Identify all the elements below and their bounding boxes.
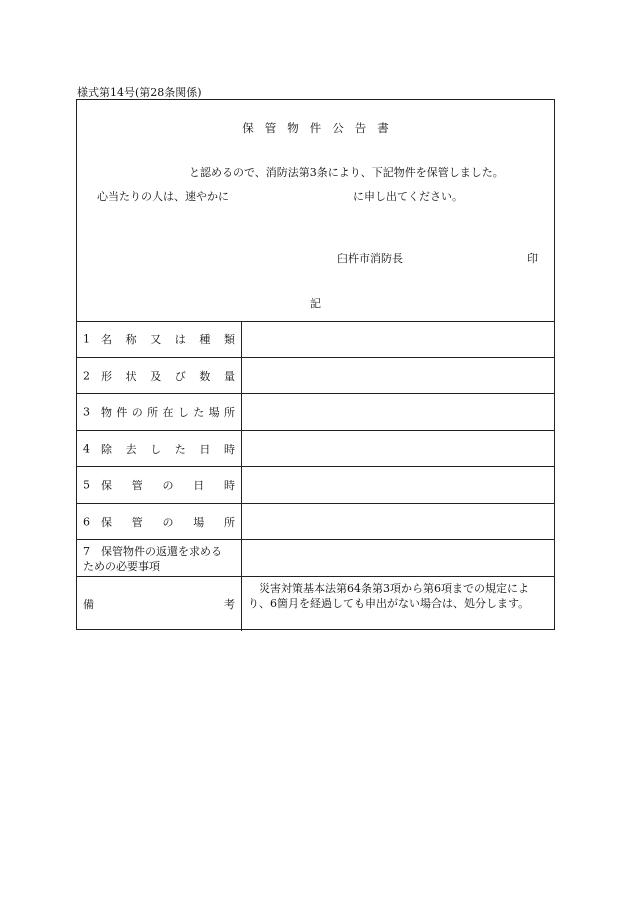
ki-heading: 記 [310,297,321,310]
label-char: び [174,369,186,383]
row7-label-line-2: ための必要事項 [83,560,160,573]
label-char: 去 [125,442,137,456]
row-label-text [101,404,235,420]
label-char: 除 [101,442,112,456]
table-row [77,577,554,631]
label-char: の [131,406,143,419]
form-title: 保管物件公告書 [242,121,400,135]
row-label-text [101,331,235,347]
label-char: 日 [193,479,205,492]
label-char: た [174,442,186,456]
row-number: 4 [83,442,90,455]
remarks-cell [242,577,554,631]
shape-and-quantity-field[interactable] [242,358,554,393]
name-or-type-field[interactable] [242,321,554,357]
label-char: 管 [131,479,143,492]
row-number: 6 [83,515,90,528]
removal-datetime-field[interactable] [242,431,554,466]
table-row [77,321,554,358]
notice-line-2-prefix: 心当たりの人は、速やかに [97,190,229,203]
label-char: 件 [116,406,128,419]
label-char: 状 [125,369,137,383]
storage-place-field[interactable] [242,504,554,539]
remarks-line-1: 災害対策基本法第64条第3項から第6項までの規定によ [248,582,529,595]
label-char: 時 [224,479,235,492]
label-char: 在 [162,406,174,419]
label-char: 場 [193,515,205,529]
seal-mark: 印 [527,252,538,265]
table-row [77,540,554,577]
label-char: は [174,333,186,346]
remarks-label-left: 備 [83,598,94,611]
row-label-text [101,514,235,530]
remarks-text [248,581,550,611]
label-char: 名 [101,333,112,346]
return-requirements-field[interactable] [242,540,554,576]
label-char: し [177,406,189,419]
remarks-line-2: り、6箇月を経過しても申出がない場合は、処分します。 [248,597,530,610]
row-label [77,394,242,430]
row-label [77,504,242,539]
label-char: 又 [150,333,162,346]
label-char: た [193,406,205,419]
table-row [77,467,554,504]
row-label-text [101,441,235,457]
storage-datetime-field[interactable] [242,467,554,503]
label-char: の [162,515,174,529]
label-char: 称 [125,333,137,346]
label-char: 所 [224,515,235,529]
row-label [77,431,242,466]
label-char: 場 [208,406,220,419]
notice-header [77,100,554,322]
row-label [77,577,242,631]
row-label-text [101,368,235,384]
table-row [77,431,554,467]
fire-chief-name: 臼杵市消防長 [337,252,403,265]
label-char: 量 [223,369,235,383]
row-label-text [83,544,237,574]
row-number: 1 [83,332,90,346]
label-char: 物 [101,406,112,419]
label-char: 種 [199,333,211,346]
item-table [77,321,554,631]
label-char: 保 [101,515,112,529]
row-label [77,467,242,503]
notice-line-2-suffix: に申し出てください。 [353,190,463,203]
label-char: 時 [223,442,235,456]
row-label [77,540,242,576]
form-number: 様式第14号(第28条関係) [77,86,202,99]
row-number: 2 [83,369,90,382]
label-char: 所 [147,406,159,419]
location-field[interactable] [242,394,554,430]
label-char: 及 [150,369,162,383]
notice-line-1: と認めるので、消防法第3条により、下記物件を保管しました。 [189,166,504,179]
label-char: 所 [224,406,235,419]
row-number: 5 [83,478,90,492]
label-char: 形 [101,369,112,383]
row-label [77,358,242,393]
label-char: 数 [199,369,211,383]
label-char: 管 [131,515,143,529]
label-char: 保 [101,479,112,492]
label-char: 類 [223,333,235,346]
label-char: の [162,479,174,492]
label-char: 日 [199,442,211,456]
notice-form [76,99,555,630]
remarks-label-right: 考 [224,598,235,611]
row-number: 3 [83,405,90,419]
table-row [77,358,554,394]
row-label [77,321,242,357]
table-row [77,394,554,431]
table-row [77,504,554,540]
row-label-text [101,477,235,493]
label-char: し [150,442,162,456]
row7-label-line-1: 7 保管物件の返還を求める [83,545,222,558]
